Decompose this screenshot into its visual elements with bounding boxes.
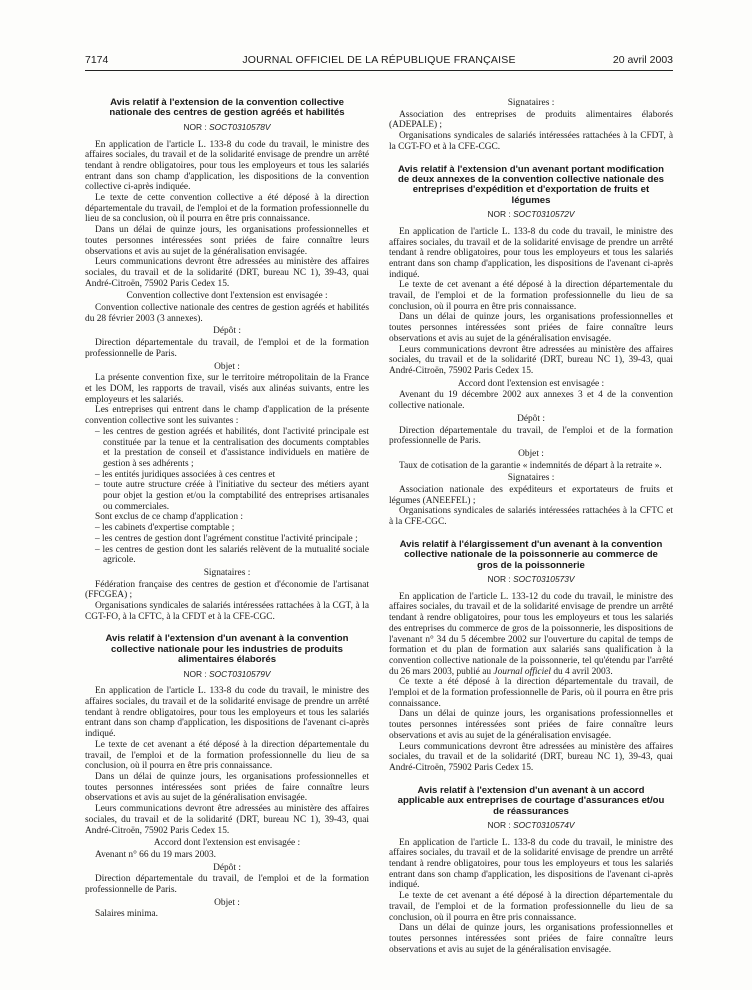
section-label: Signataires : <box>507 473 555 484</box>
paragraph: Fédération française des centres de gestion et d'économie de l'artisanat (FFCGEA) ; <box>85 579 369 601</box>
page-header <box>85 54 673 68</box>
list-item: – les centres de gestion dont l'agrément constitue l'activité principale ; <box>95 534 369 545</box>
avis-title: Avis relatif à l'extension d'un avenant à un accord applicable aux entreprises de courtage d'assurances et/ou de réassurances <box>397 784 665 817</box>
avis-heading <box>389 165 673 220</box>
section-label: Objet : <box>518 448 544 459</box>
nor-code: SOCT0310579V <box>209 668 271 679</box>
paragraph: La présente convention fixe, sur le territoire métropolitain de la France et les DOM, les rapports de travail, visés aux alinéas suivants, entre les employeurs et les salariés. <box>85 373 369 405</box>
nor-reference <box>85 669 369 680</box>
section-label: Accord dont l'extension est envisagée : <box>457 378 605 389</box>
paragraph: Leurs communications devront être adressées au ministère des affaires sociales, du travail et de la solidarité (DRT, bureau NC 1), 39-43, quai André-Citroën, 75902 Paris Cedex 15. <box>85 804 369 836</box>
text-run: En application de l'article L. 133-12 du code du travail, le ministre des affaires sociales, du travail et de la solidarité envisage de prendre un arrêté tendant à rendre obligatoires, pour tous les employeurs et tous les salariés des entreprises du commerce de gros de la poissonnerie, les dispositions de l'avenant n° 34 du 5 décembre 2002 sur l'ouverture du capital de temps de formation et du plan de formation aux salariés sans qualification à la convention collective nationale de la poissonnerie, tel qu'étendu par l'arrêté du 26 mars 2003, publié au <box>389 591 673 677</box>
paragraph: Ce texte a été déposé à la direction départementale du travail, de l'emploi et de la formation professionnelle de Paris, où il pourra en être pris connaissance. <box>389 677 673 709</box>
nor-reference <box>389 209 673 220</box>
paragraph: Dans un délai de quinze jours, les organisations professionnelles et toutes personnes intéressées sont priées de faire connaître leurs observations et avis au sujet de la généralisation envisagée. <box>389 923 673 955</box>
avis-heading <box>389 540 673 585</box>
list-item: – les cabinets d'expertise comptable ; <box>95 523 369 534</box>
paragraph: En application de l'article L. 133-8 du code du travail, le ministre des affaires sociales, du travail et de la solidarité envisage de prendre un arrêté tendant à rendre obligatoires, pour tous les employeurs et tous les salariés entrant dans son champ d'application, les dispositions de l'avenant ci-après indiqué. <box>85 686 369 740</box>
nor-label: NOR : <box>487 209 511 220</box>
journal-title: JOURNAL OFFICIEL DE LA RÉPUBLIQUE FRANÇAISE <box>242 54 516 66</box>
paragraph: En application de l'article L. 133-8 du code du travail, le ministre des affaires sociales, du travail et de la solidarité envisage de prendre un arrêté tendant à rendre obligatoires, pour tous les employeurs et tous les salariés entrant dans son champ d'application, les dispositions de la convention collective ci-après indiquée. <box>85 139 369 193</box>
paragraph: Direction départementale du travail, de l'emploi et de la formation professionnelle de Paris. <box>85 874 369 896</box>
paragraph: Avenant n° 66 du 19 mars 2003. <box>95 849 217 860</box>
header-rule <box>85 70 673 71</box>
paragraph: En application de l'article L. 133-8 du code du travail, le ministre des affaires sociales, du travail et de la solidarité envisage de prendre un arrêté tendant à rendre obligatoires, pour tous les employeurs et tous les salariés entrant dans son champ d'application, les dispositions de l'avenant ci-après indiqué. <box>389 837 673 891</box>
section-label: Convention collective dont l'extension est envisagée : <box>126 291 328 302</box>
paragraph: Direction départementale du travail, de l'emploi et de la formation professionnelle de Paris. <box>85 338 369 359</box>
journal-reference: Journal officiel <box>493 666 551 677</box>
avis-title: Avis relatif à l'extension de la convention collective nationale des centres de gestion agréés et habilités <box>109 97 345 119</box>
nor-code: SOCT0310573V <box>513 574 575 585</box>
nor-code: SOCT0310578V <box>209 121 271 132</box>
paragraph: Dans un délai de quinze jours, les organisations professionnelles et toutes personnes intéressées sont priées de faire connaître leurs observations et avis au sujet de la généralisation envisagée. <box>85 772 369 804</box>
nor-code: SOCT0310572V <box>513 209 575 220</box>
paragraph: Taux de cotisation de la garantie « indemnités de départ à la retraite ». <box>399 460 662 471</box>
paragraph: Leurs communications devront être adressées au ministère des affaires sociales, du travail et de la solidarité (DRT, bureau NC 1), 39-43, quai André-Citroën, 75902 Paris Cedex 15. <box>85 257 369 289</box>
paragraph: Le texte de cet avenant a été déposé à la direction départementale du travail, de l'emploi et de la formation professionnelle du lieu de sa conclusion, où il pourra en être pris connaissance. <box>85 739 369 772</box>
list-item: – les entités juridiques associées à ces centres et <box>95 470 369 481</box>
avis-heading <box>389 786 673 831</box>
dash-list <box>85 427 369 513</box>
list-item: – toute autre structure créée à l'initiative du secteur des métiers ayant pour objet la gestion et/ou la comptabilité des entreprises artisanales ou commerciales. <box>95 480 369 512</box>
paragraph: Organisations syndicales de salariés intéressées rattachées à la CGT, à la CGT-FO, à la CFTC, à la CFDT et à la CFE-CGC. <box>85 601 369 622</box>
page-number: 7174 <box>85 54 109 66</box>
publication-date: 20 avril 2003 <box>612 54 673 66</box>
nor-code: SOCT0310574V <box>513 819 575 830</box>
paragraph: Leurs communications devront être adressées au ministère des affaires sociales, du travail et de la solidarité (DRT, bureau NC 1), 39-43, quai André-Citroën, 75902 Paris Cedex 15. <box>389 741 673 773</box>
nor-label: NOR : <box>183 668 207 679</box>
paragraph: Dans un délai de quinze jours, les organisations professionnelles et toutes personnes intéressées sont priées de faire connaître leurs observations et avis au sujet de la généralisation envisagée. <box>389 709 673 741</box>
paragraph: En application de l'article L. 133-8 du code du travail, le ministre des affaires sociales, du travail et de la solidarité envisage de prendre un arrêté tendant à rendre obligatoires, pour tous les employeurs et tous les salariés entrant dans son champ d'application, les dispositions de l'avenant ci-après indiqué. <box>389 226 673 280</box>
paragraph: Direction départementale du travail, de l'emploi et de la formation professionnelle de Paris. <box>389 425 673 447</box>
paragraph: Organisations syndicales de salariés intéressées rattachées à la CFDT, à la CGT-FO et à la CFE-CGC. <box>389 131 673 152</box>
section-label: Objet : <box>214 361 240 372</box>
paragraph: Le texte de cet avenant a été déposé à la direction départementale du travail, de l'emploi et de la formation professionnelle du lieu de sa conclusion, où il pourra en être pris connaissance. <box>389 280 673 312</box>
avis-title: Avis relatif à l'extension d'un avenant à la convention collective nationale pour les industries de produits alimentaires élaborés <box>105 633 349 666</box>
list-item: – les centres de gestion dont les salariés relèvent de la mutualité sociale agricole. <box>95 545 369 566</box>
section-label: Objet : <box>214 897 240 908</box>
paragraph <box>389 592 673 678</box>
paragraph: Organisations syndicales de salariés intéressées rattachées à la CFTC et à la CFE-CGC. <box>389 506 673 528</box>
paragraph: Leurs communications devront être adressées au ministère des affaires sociales, du travail et de la solidarité (DRT, bureau NC 1), 39-43, quai André-Citroën, 75902 Paris Cedex 15. <box>389 344 673 376</box>
paragraph: Association nationale des expéditeurs et exportateurs de fruits et légumes (ANEEFEL) ; <box>389 485 673 506</box>
avis-heading <box>85 98 369 133</box>
paragraph: Avenant du 19 décembre 2002 aux annexes 3 et 4 de la convention collective nationale. <box>389 390 673 412</box>
section-label: Dépôt : <box>517 413 545 424</box>
paragraph: Sont exclus de ce champ d'application : <box>95 512 243 523</box>
paragraph: Convention collective nationale des centres de gestion agréés et habilités du 28 février 2003 (3 annexes). <box>85 303 369 324</box>
section-label: Signataires : <box>203 567 251 578</box>
nor-reference <box>389 820 673 831</box>
paragraph: Association des entreprises de produits alimentaires élaborés (ADEPALE) ; <box>389 109 673 131</box>
nor-reference <box>85 122 369 133</box>
avis-title: Avis relatif à l'élargissement d'un avenant à la convention collective nationale de la poissonnerie au commerce de gros de la poissonnerie <box>399 538 663 571</box>
paragraph: Le texte de cette convention collective a été déposé à la direction départementale du travail, de l'emploi et de la formation professionnelle du lieu de sa conclusion, où il pourra en être pris connaissance. <box>85 193 369 225</box>
list-item: – les centres de gestion agréés et habilités, dont l'activité principale est constituée par la tenue et la centralisation des documents comptables et la prestation de conseil et d'assistance individuels en matière de gestion à ses adhérents ; <box>95 427 369 470</box>
nor-label: NOR : <box>487 819 511 830</box>
paragraph: Dans un délai de quinze jours, les organisations professionnelles et toutes personnes intéressées sont priées de faire connaître leurs observations et avis au sujet de la généralisation envisagée. <box>85 225 369 257</box>
left-column <box>85 98 369 920</box>
nor-label: NOR : <box>183 121 207 132</box>
section-label: Dépôt : <box>213 862 241 873</box>
section-label: Signataires : <box>507 98 555 108</box>
right-column <box>389 96 673 955</box>
nor-label: NOR : <box>487 574 511 585</box>
paragraph: Les entreprises qui entrent dans le champ d'application de la présente convention collective sont les suivantes : <box>85 405 369 427</box>
dash-list <box>85 523 369 566</box>
nor-reference <box>389 574 673 585</box>
section-label: Accord dont l'extension est envisagée : <box>153 838 301 849</box>
paragraph: Dans un délai de quinze jours, les organisations professionnelles et toutes personnes intéressées sont priées de faire connaître leurs observations et avis au sujet de la généralisation envisagée. <box>389 312 673 344</box>
paragraph: Le texte de cet avenant a été déposé à la direction départementale du travail, de l'emploi et de la formation professionnelle du lieu de sa conclusion, où il pourra en être pris connaissance. <box>389 891 673 923</box>
avis-title: Avis relatif à l'extension d'un avenant portant modification de deux annexes de la convention collective nationale des entreprises d'expédition et d'exportation de fruits et légumes <box>397 163 665 206</box>
section-label: Dépôt : <box>213 326 241 337</box>
text-run: du 4 avril 2003. <box>550 666 613 677</box>
avis-heading <box>85 634 369 679</box>
paragraph: Salaires minima. <box>95 909 159 920</box>
